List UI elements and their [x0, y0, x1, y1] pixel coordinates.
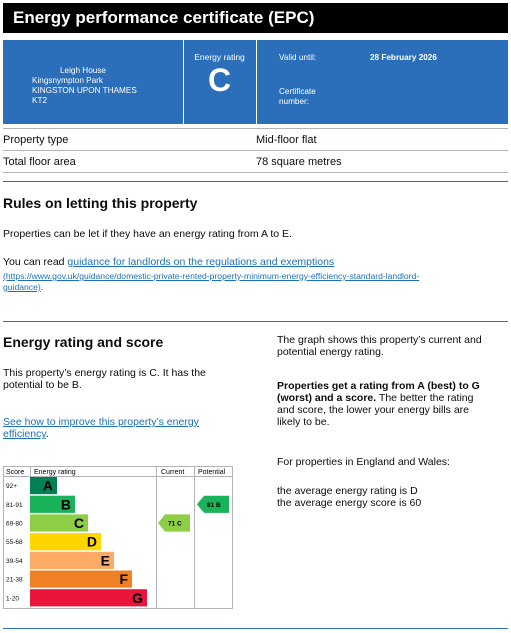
divider: [256, 40, 257, 124]
improve-efficiency: [3, 416, 199, 440]
plain-text: The better the rating: [376, 392, 474, 404]
current-header: Current: [161, 469, 185, 476]
energy-rating-label: Energy rating: [194, 52, 245, 62]
band-range-label: 39-54: [6, 557, 23, 565]
band-range-label: 81-91: [6, 501, 23, 509]
section-divider: [3, 181, 508, 182]
certificate-number-label: Certificate: [279, 87, 316, 96]
band-bar-f: [30, 571, 132, 588]
energy-rating-header: Energy rating: [34, 469, 76, 476]
bold-text: (worst) and a score.: [277, 392, 377, 404]
graph-text: potential energy rating.: [277, 346, 384, 358]
section-divider: [3, 321, 508, 322]
guidance-prefix: You can read: [3, 256, 68, 268]
average-rating: the average energy rating is D: [277, 485, 418, 497]
valid-until-label: Valid until:: [279, 53, 317, 62]
band-letter-c: C: [73, 515, 84, 531]
divider: [3, 128, 508, 129]
rating-text: potential to be B.: [3, 379, 82, 391]
band-letter-a: A: [42, 477, 53, 494]
average-stats: [277, 485, 421, 509]
england-wales-label: For properties in England and Wales:: [277, 456, 450, 468]
rating-text: This property’s energy rating is C. It has the: [3, 367, 206, 379]
divider: [3, 172, 508, 173]
property-address: [3, 66, 181, 106]
address-line: KT2: [32, 96, 48, 105]
rating-heading: Energy rating and score: [3, 334, 164, 350]
certificate-number-label: number:: [279, 97, 310, 106]
address-line: KINGSTON UPON THAMES: [32, 86, 137, 95]
address-line: Kingsnympton Park: [32, 76, 103, 85]
graph-description: [277, 334, 482, 358]
link-suffix: .: [40, 282, 44, 292]
bold-text: Properties get a rating from A (best) to G: [277, 380, 480, 392]
section-divider: [3, 628, 508, 629]
score-header: Score: [6, 469, 25, 476]
floor-area-value: 78 square metres: [256, 156, 342, 168]
improve-suffix: .: [45, 428, 49, 440]
band-letter-f: F: [119, 571, 128, 588]
band-range-label: 1-20: [6, 595, 20, 603]
band-letter-b: B: [60, 496, 71, 513]
band-range-label: 55-68: [6, 539, 23, 547]
band-range-label: 69-80: [6, 520, 23, 528]
graph-text: The graph shows this property’s current and: [277, 334, 482, 346]
potential-rating-label: 81 B: [207, 501, 221, 509]
property-type-label: Property type: [3, 134, 69, 146]
epc-summary-banner: [3, 40, 508, 124]
rating-explanation: [277, 380, 480, 428]
improve-efficiency-link[interactable]: See how to improve this property’s energy: [3, 416, 199, 428]
energy-rating-chart: [3, 466, 233, 610]
energy-rating-letter: C: [207, 62, 232, 98]
band-range-label: 21-38: [6, 576, 23, 584]
letting-paragraph: Properties can be let if they have an energy rating from A to E.: [3, 228, 292, 240]
plain-text: likely to be.: [277, 416, 330, 428]
improve-efficiency-link-end[interactable]: efficiency: [3, 428, 46, 440]
letting-guidance: [3, 256, 334, 268]
property-type-value: Mid-floor flat: [256, 134, 317, 146]
average-score: the average energy score is 60: [277, 497, 422, 509]
potential-header: Potential: [198, 469, 226, 476]
divider: [3, 150, 508, 151]
letting-heading: Rules on letting this property: [3, 195, 198, 211]
current-rating-label: 71 C: [168, 520, 182, 528]
band-bar-g: [30, 589, 147, 606]
floor-area-label: Total floor area: [3, 156, 76, 168]
band-letter-e: E: [100, 552, 110, 569]
band-letter-d: D: [86, 533, 97, 550]
guidance-url-link[interactable]: (https://www.gov.uk/guidance/domestic-private-rented-property-minimum-energy-efficiency-standard-landlord-: [3, 271, 420, 281]
valid-until-date: 28 February 2026: [370, 53, 437, 62]
band-letter-g: G: [132, 589, 143, 606]
page-title: Energy performance certificate (EPC): [3, 3, 508, 33]
landlord-guidance-link[interactable]: guidance for landlords on the regulations and exemptions: [67, 256, 335, 268]
band-range-label: 92+: [6, 483, 18, 491]
guidance-url-link-end[interactable]: guidance): [3, 282, 41, 292]
rating-paragraph: [3, 367, 206, 391]
address-line: Leigh House: [60, 66, 106, 75]
guidance-url: [3, 271, 419, 293]
plain-text: and score, the lower your energy bills are: [277, 404, 470, 416]
